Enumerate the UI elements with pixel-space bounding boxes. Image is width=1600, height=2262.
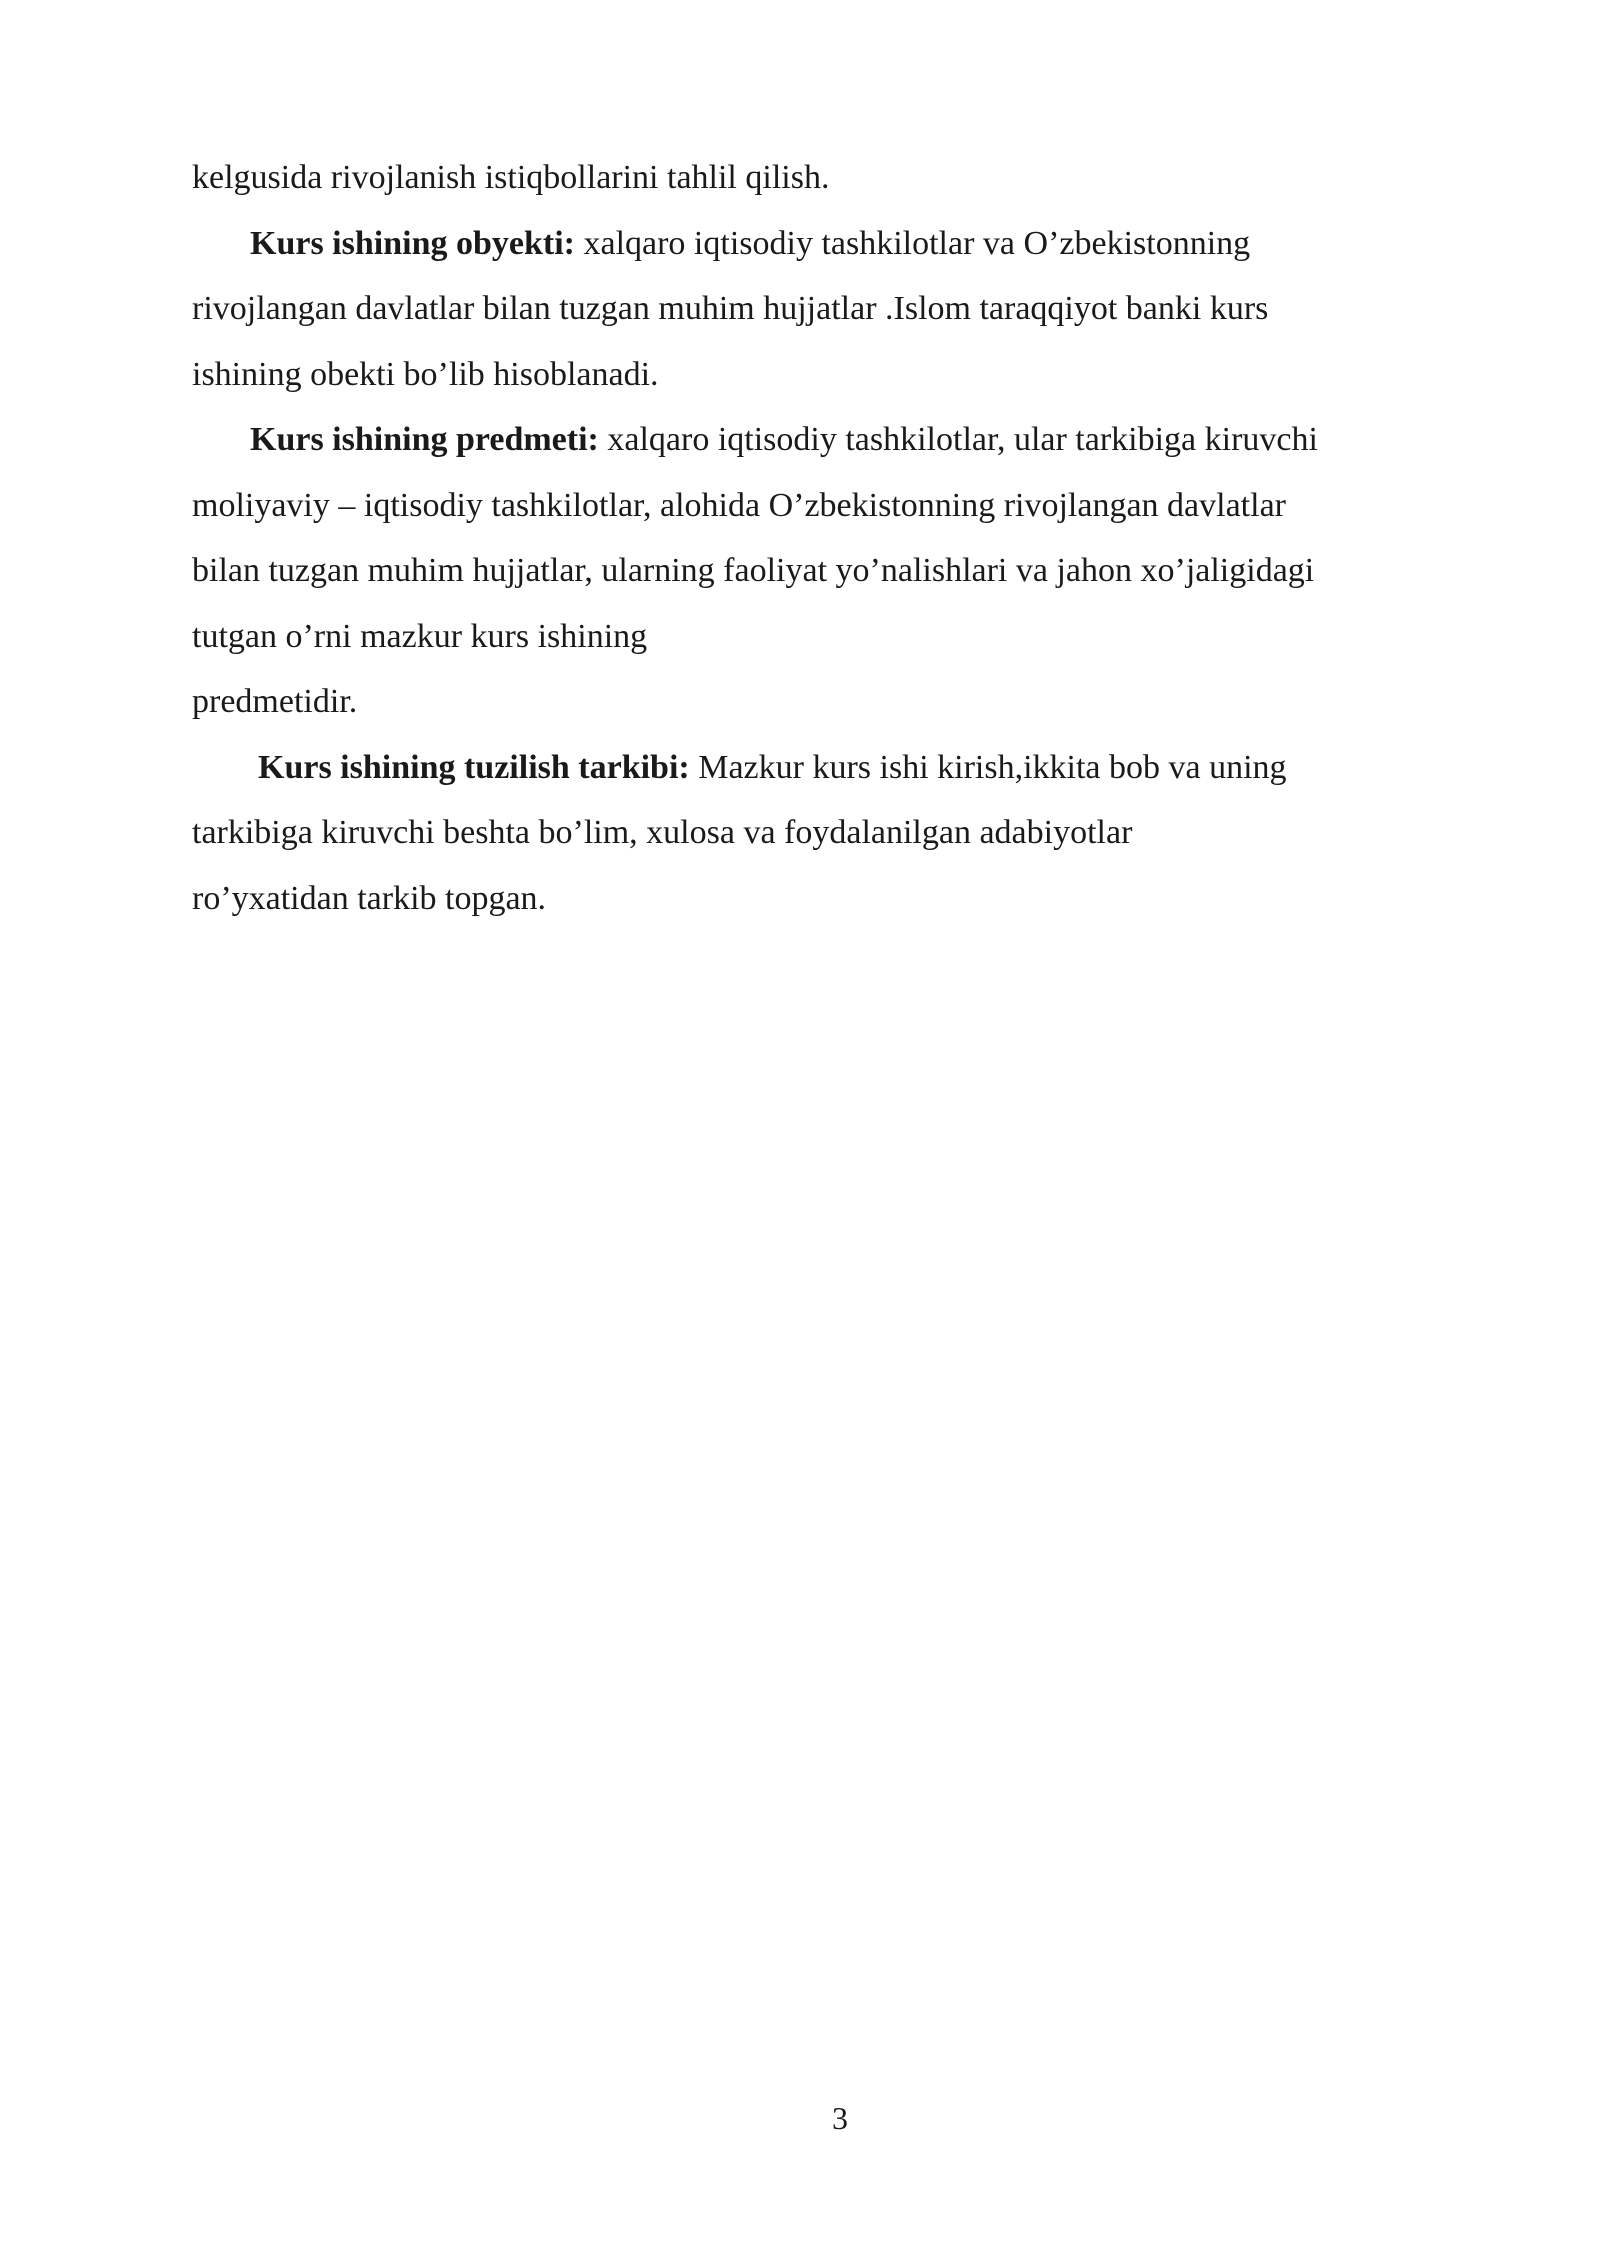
intro-line: kelgusida rivojlanish istiqbollarini tahlil qilish. bbox=[192, 159, 830, 196]
paragraph-object-first-line bbox=[192, 211, 1472, 277]
paragraph-subject-line: tutgan o’rni mazkur kurs ishining bbox=[192, 617, 648, 655]
paragraph-object-label: Kurs ishining obyekti: bbox=[250, 224, 575, 262]
paragraph-subject bbox=[192, 407, 1472, 735]
paragraph-subject-text: xalqaro iqtisodiy tashkilotlar, ular tarkibiga kiruvchi bbox=[598, 421, 1318, 458]
document-body bbox=[192, 145, 1472, 931]
page-number: 3 bbox=[832, 2100, 848, 2136]
paragraph-subject-line: predmetidir. bbox=[192, 683, 358, 720]
paragraph-structure-first-line bbox=[192, 735, 1472, 801]
paragraph-structure-label: Kurs ishining tuzilish tarkibi: bbox=[258, 748, 690, 786]
paragraph-object-line: rivojlangan davlatlar bilan tuzgan muhim hujjatlar .Islom taraqqiyot banki kurs bbox=[192, 290, 1269, 327]
paragraph-subject-first-line bbox=[192, 407, 1472, 473]
paragraph-structure bbox=[192, 735, 1472, 932]
paragraph-object-line: ishining obekti bo’lib hisoblanadi. bbox=[192, 355, 659, 393]
paragraph-subject-label: Kurs ishining predmeti: bbox=[250, 421, 599, 458]
paragraph-structure-line: tarkibiga kiruvchi beshta bo’lim, xulosa va foydalanilgan adabiyotlar bbox=[192, 814, 1133, 851]
paragraph-object bbox=[192, 211, 1472, 408]
paragraph-subject-line: bilan tuzgan muhim hujjatlar, ularning faoliyat yo’nalishlari va jahon xo’jaligidagi bbox=[192, 552, 1315, 589]
paragraph-structure-line: ro’yxatidan tarkib topgan. bbox=[192, 879, 547, 917]
paragraph-object-text: xalqaro iqtisodiy tashkilotlar va O’zbekistonning bbox=[574, 224, 1251, 262]
paragraph-subject-line: moliyaviy – iqtisodiy tashkilotlar, alohida O’zbekistonning rivojlangan davlatlar bbox=[192, 486, 1286, 524]
paragraph-structure-text: Mazkur kurs ishi kirish,ikkita bob va uning bbox=[689, 748, 1287, 786]
